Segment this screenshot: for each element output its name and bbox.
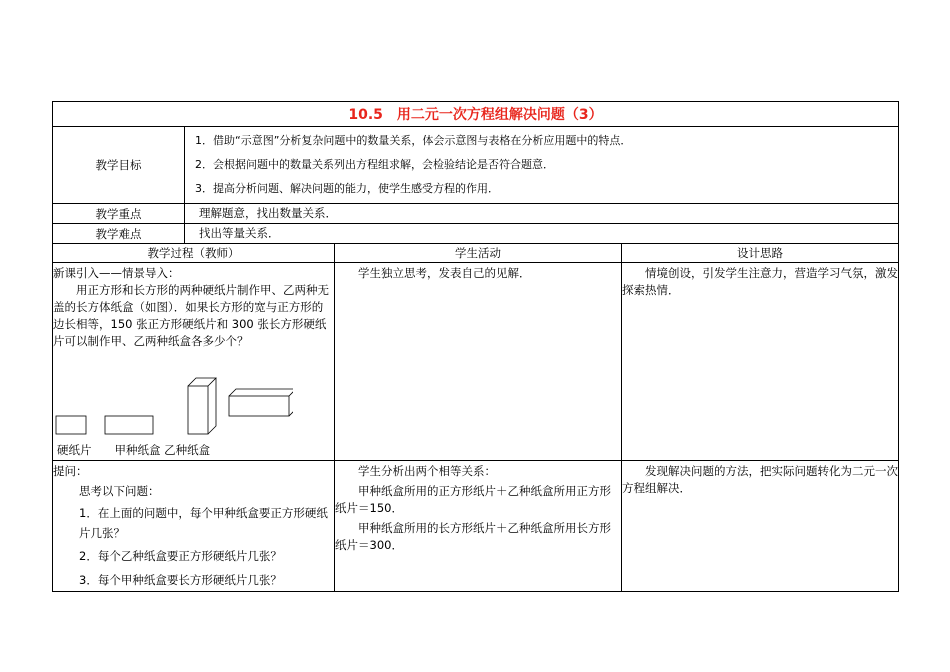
intro-student-text: 学生独立思考，发表自己的见解． <box>358 266 531 280</box>
title-row <box>53 102 899 127</box>
intro-student-cell <box>335 263 622 461</box>
goals-content <box>185 127 899 204</box>
difficulty-label: 教学难点 <box>53 224 185 244</box>
box-b-shape <box>229 389 293 416</box>
intro-design-cell <box>622 263 899 461</box>
figure-labels: 硬纸片 甲种纸盒 乙种纸盒 <box>57 443 211 457</box>
paper-box-figure <box>53 350 334 460</box>
key-point-cell <box>185 204 899 224</box>
question-1: 1．在上面的问题中，每个甲种纸盒要正方形硬纸片几张？ <box>79 506 328 540</box>
intro-teacher-cell <box>53 263 335 461</box>
header-student: 学生活动 <box>335 244 622 263</box>
key-point-label: 教学重点 <box>53 204 185 224</box>
questions-teacher-cell <box>53 461 335 592</box>
ask-label: 提问： <box>53 464 88 478</box>
questions-student-cell <box>335 461 622 592</box>
header-design: 设计思路 <box>622 244 899 263</box>
key-point-row <box>53 204 899 224</box>
difficulty-row <box>53 224 899 244</box>
think-label: 思考以下问题： <box>79 484 160 498</box>
questions-row <box>53 461 899 592</box>
header-row <box>53 244 899 263</box>
difficulty-text: 找出等量关系． <box>199 226 280 240</box>
student-equation-1: 甲种纸盒所用的正方形纸片＋乙种纸盒所用正方形纸片＝150． <box>335 484 611 515</box>
student-analysis-intro: 学生分析出两个相等关系： <box>358 464 496 478</box>
intro-row <box>53 263 899 461</box>
rectangle-sheet-shape <box>105 416 153 434</box>
question-2: 2．每个乙种纸盒要正方形硬纸片几张？ <box>79 549 282 563</box>
goal-item-2: 2．会根据问题中的数量关系列出方程组求解，会检验结论是否符合题意． <box>195 158 554 171</box>
lesson-plan-table <box>52 101 899 592</box>
questions-design-text: 发现解决问题的方法，把实际问题转化为二元一次方程组解决． <box>622 464 898 495</box>
intro-problem: 用正方形和长方形的两种硬纸片制作甲、乙两种无盖的长方体纸盒（如图）．如果长方形的宽与正方形的边长相等，150 张正方形硬纸片和 300 张长方形硬纸片可以制作甲、乙两种纸盒各多少个？ <box>53 283 329 348</box>
goals-label: 教学目标 <box>53 127 185 204</box>
intro-heading: 新课引入——情景导入： <box>53 266 180 280</box>
questions-design-cell <box>622 461 899 592</box>
box-a-shape <box>188 378 216 434</box>
goals-row <box>53 127 899 204</box>
page-title: 10.5 用二元一次方程组解决问题（3） <box>53 102 899 127</box>
square-sheet-shape <box>56 416 86 434</box>
intro-design-text: 情境创设，引发学生注意力，营造学习气氛，激发探索热情． <box>622 266 898 297</box>
goal-item-1: 1．借助“示意图”分析复杂问题中的数量关系，体会示意图与表格在分析应用题中的特点． <box>195 134 632 147</box>
boxes-illustration <box>53 354 293 444</box>
goal-item-3: 3．提高分析问题、解决问题的能力，使学生感受方程的作用． <box>195 182 499 195</box>
header-teacher: 教学过程（教师） <box>53 244 335 263</box>
key-point-text: 理解题意，找出数量关系． <box>199 206 337 220</box>
student-equation-2: 甲种纸盒所用的长方形纸片＋乙种纸盒所用长方形纸片＝300． <box>335 521 611 552</box>
question-3: 3．每个甲种纸盒要长方形硬纸片几张？ <box>79 573 282 587</box>
difficulty-cell <box>185 224 899 244</box>
